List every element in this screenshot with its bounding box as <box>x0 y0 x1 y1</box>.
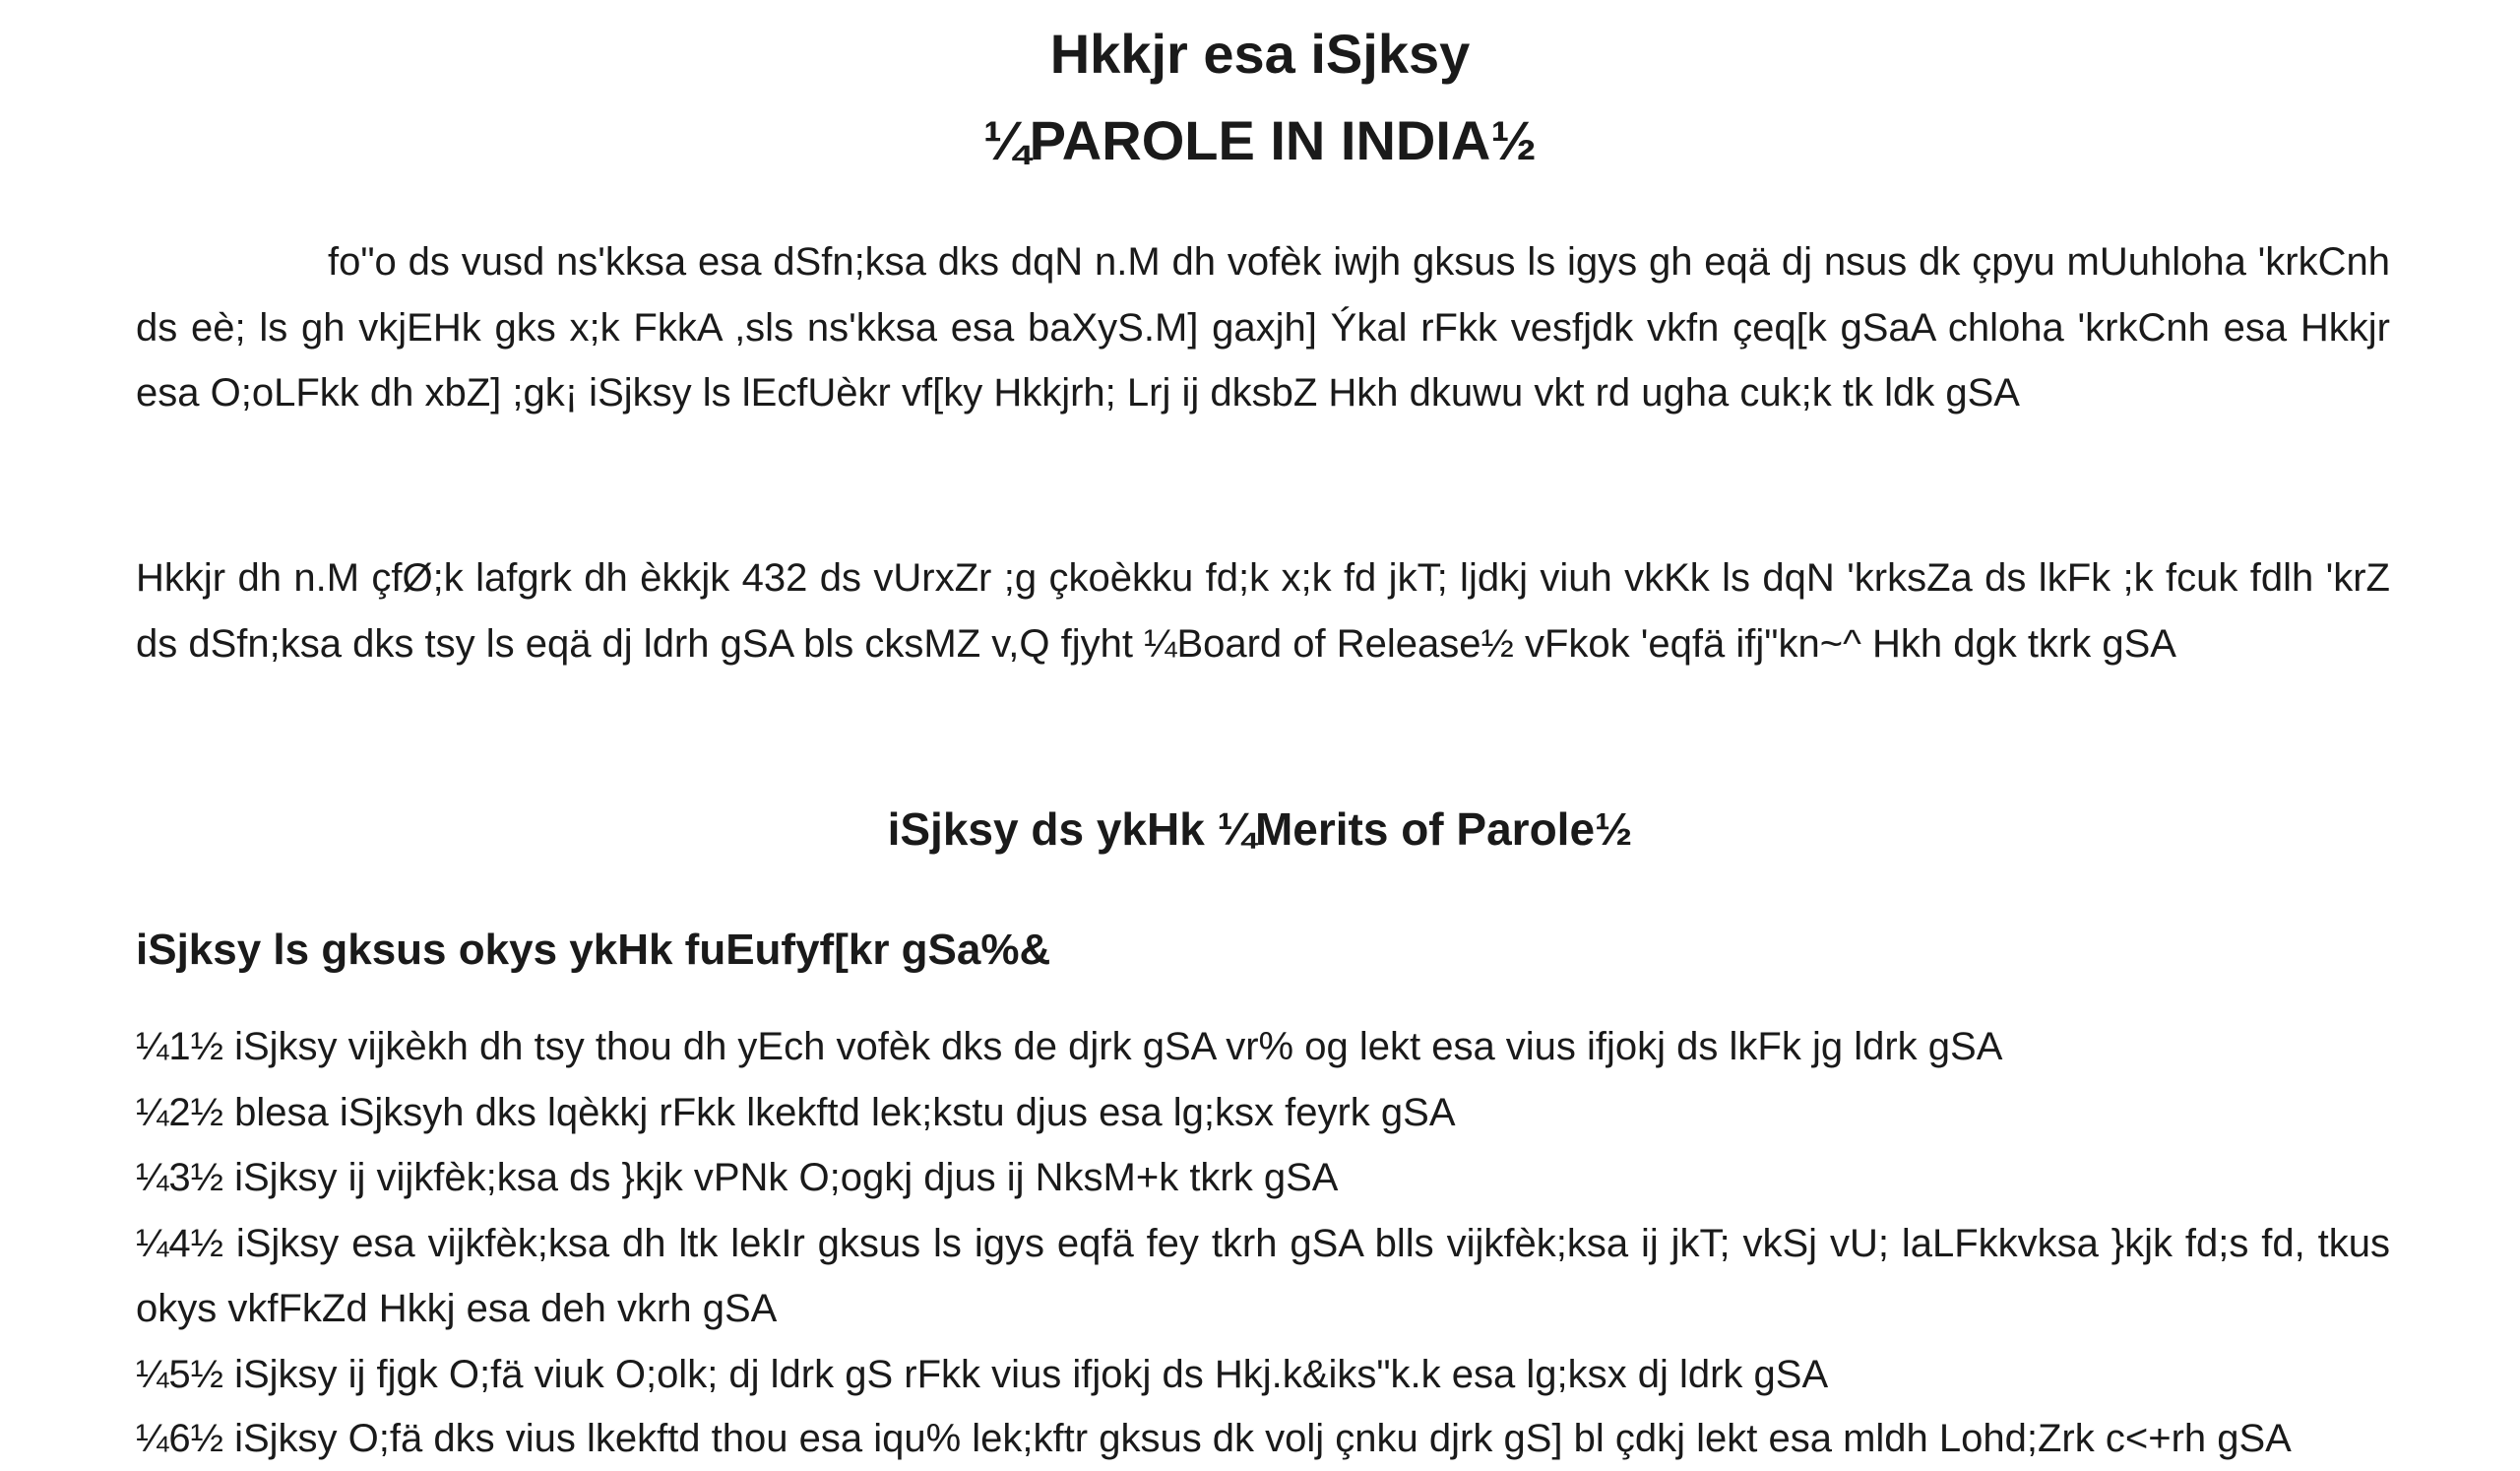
list-item: ¼3½ iSjksy ij vijkfèk;ksa ds }kjk vPNk O;ogkj djus ij NksM+k tkrk gSA <box>136 1156 1339 1199</box>
list-item: ¼2½ blesa iSjksyh dks lqèkkj rFkk lkekftd lek;kstu djus esa lg;ksx feyrk gSA <box>136 1090 1456 1134</box>
merits-list <box>136 1014 2390 1407</box>
list-item: ¼1½ iSjksy vijkèkh dh tsy thou dh yEch vofèk dks de djrk gSA vr% og lekt esa vius ifjokj ds lkFk jg ldrk gSA <box>136 1025 2003 1068</box>
list-item: ¼4½ iSjksy esa vijkfèk;ksa dh ltk lekIr gksus ls igys eqfä fey tkrh gSA blls vijkfèk;ksa ij jkT; vkSj vU; laLFkkvksa }kjk fd;s fd, tkus okys vkfFkZd Hkkj esa deh vkrh gSA <box>136 1221 2390 1330</box>
section-subheading: iSjksy ls gksus okys ykHk fuEufyf[kr gSa%& <box>136 926 1051 974</box>
crpc-paragraph: Hkkjr dh n.M çfØ;k lafgrk dh èkkjk 432 ds vUrxZr ;g çkoèkku fd;k x;k fd jkT; ljdkj viuh vkKk ls dqN 'krksZa ds lkFk ;k fcuk fdlh 'krZ ds dSfn;ksa dks tsy ls eqä dj ldrh gSA bls cksMZ v,Q fjyht ¼Board of Release½ vFkok 'eqfä ifj"kn~^ Hkh dgk tkrk gSA <box>136 556 2390 666</box>
list-item: ¼5½ iSjksy ij fjgk O;fä viuk O;olk; dj ldrk gS rFkk vius ifjokj ds Hkj.k&iks"k.k esa lg;ksx dj ldrk gSA <box>136 1352 1829 1396</box>
page-title: Hkkjr esa iSjksy <box>1049 23 1471 85</box>
partial-line-text: ¼6½ iSjksy O;fä dks vius lkekftd thou esa iqu% lek;kftr gksus dk volj çnku djrk gS] bl çdkj lekt esa mldh Lohd;Zrk c<+rh gSA <box>136 1417 2292 1460</box>
page-subtitle: ¼PAROLE IN INDIA½ <box>982 109 1538 171</box>
partial-list-item <box>136 1406 2390 1460</box>
section-heading: iSjksy ds ykHk ¼Merits of Parole½ <box>887 803 1633 855</box>
intro-paragraph: fo"o ds vusd ns'kksa esa dSfn;ksa dks dqN n.M dh vofèk iwjh gksus ls igys gh eqä dj nsus dk çpyu mUuhloha 'krkCnh ds eè; ls gh vkjEHk gks x;k FkkA ,sls ns'kksa esa baXyS.M] gaxjh] Ýkal rFkk vesfjdk vkfn çeq[k gSaA chloha 'krkCnh esa Hkkjr esa O;oLFkk dh xbZ] ;gk¡ iSjksy ls lEcfUèkr vf[ky Hkkjrh; Lrj ij dksbZ Hkh dkuwu vkt rd ugha cuk;k tk ldk gSA <box>136 240 2390 415</box>
